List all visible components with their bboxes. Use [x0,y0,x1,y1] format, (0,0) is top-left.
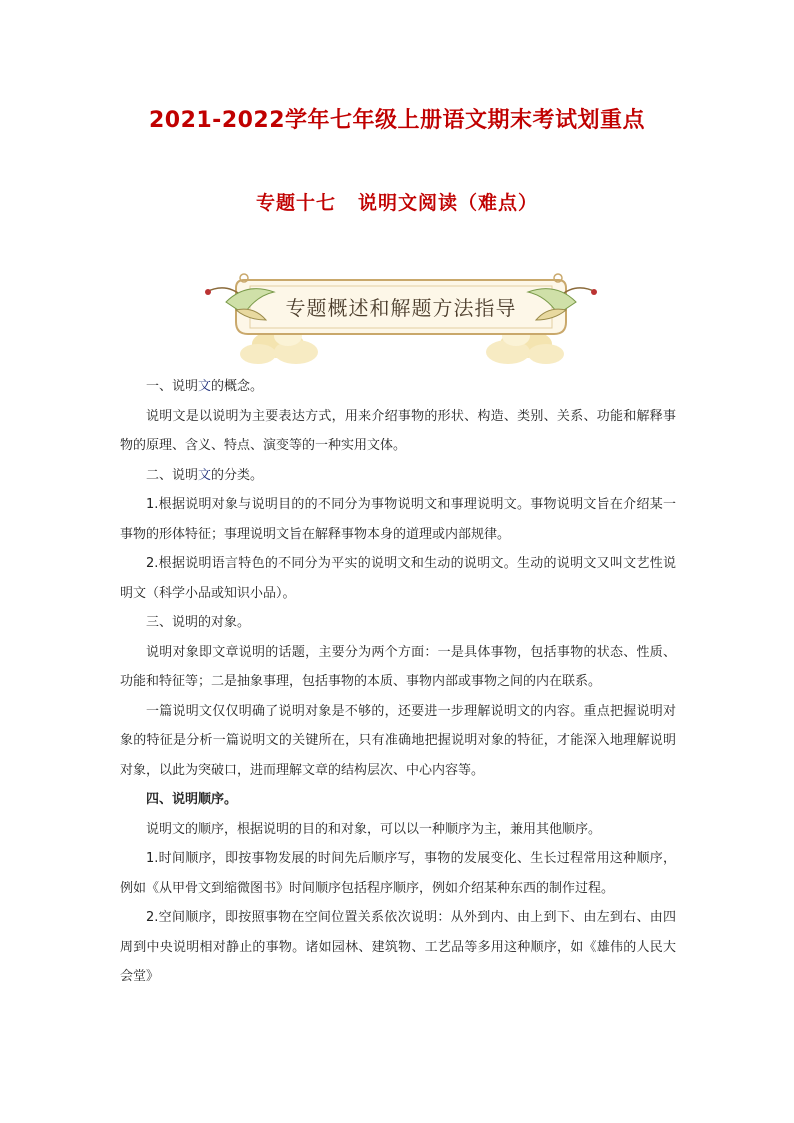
section-heading: 二、说明文的分类。 [146,467,264,483]
paragraph: 说明文是以说明为主要表达方式，用来介绍事物的形状、构造、类别、关系、功能和解释事物的原理、含义、特点、演变等的一种实用文体。 [120,408,676,453]
page-title: 2021-2022学年七年级上册语文期末考试划重点 [148,108,646,133]
topic-subtitle [0,188,794,215]
section-heading: 三、说明的对象。 [146,615,251,630]
paragraph: 说明文的顺序，根据说明的目的和对象，可以以一种顺序为主，兼用其他顺序。 [146,821,602,837]
banner-title: 专题概述和解题方法指导 [285,296,517,320]
paragraph: 说明对象即文章说明的话题，主要分为两个方面：一是具体事物，包括事物的状态、性质、功能和特征等；二是抽象事理，包括事物的本质、事物内部或事物之间的内在联系。 [120,644,676,689]
paragraph: 一篇说明文仅仅明确了说明对象是不够的，还要进一步理解说明文的内容。重点把握说明对象的特征是分析一篇说明文的关键所在，只有准确地把握说明对象的特征，才能深入地理解说明对象，以此为突破口，进而理解文章的结构层次、中心内容等。 [120,703,676,778]
paragraph: 1.时间顺序，即按事物发展的时间先后顺序写，事物的发展变化、生长过程常用这种顺序，例如《从甲骨文到缩微图书》时间顺序包括程序顺序，例如介绍某种东西的制作过程。 [120,851,676,896]
section-heading: 一、说明文的概念。 [146,379,264,394]
section-heading: 四、说明顺序。 [146,792,238,807]
paragraph: 2.空间顺序，即按照事物在空间位置关系依次说明：从外到内、由上到下、由左到右、由四周到中央说明相对静止的事物。诸如园林、建筑物、工艺品等多用这种顺序，如《雄伟的人民大会堂》 [120,910,676,984]
paragraph: 2.根据说明语言特色的不同分为平实的说明文和生动的说明文。生动的说明文又叫文艺性说明文（科学小品或知识小品）。 [120,556,676,601]
topic-number: 专题十七 [255,192,336,214]
section-banner [196,262,606,372]
paragraph: 1.根据说明对象与说明目的的不同分为事物说明文和事理说明文。事物说明文旨在介绍某一事物的形体特征；事理说明文旨在解释事物本身的道理或内部规律。 [120,497,676,542]
document-body [120,372,676,992]
topic-name: 说明文阅读（难点） [358,192,539,214]
